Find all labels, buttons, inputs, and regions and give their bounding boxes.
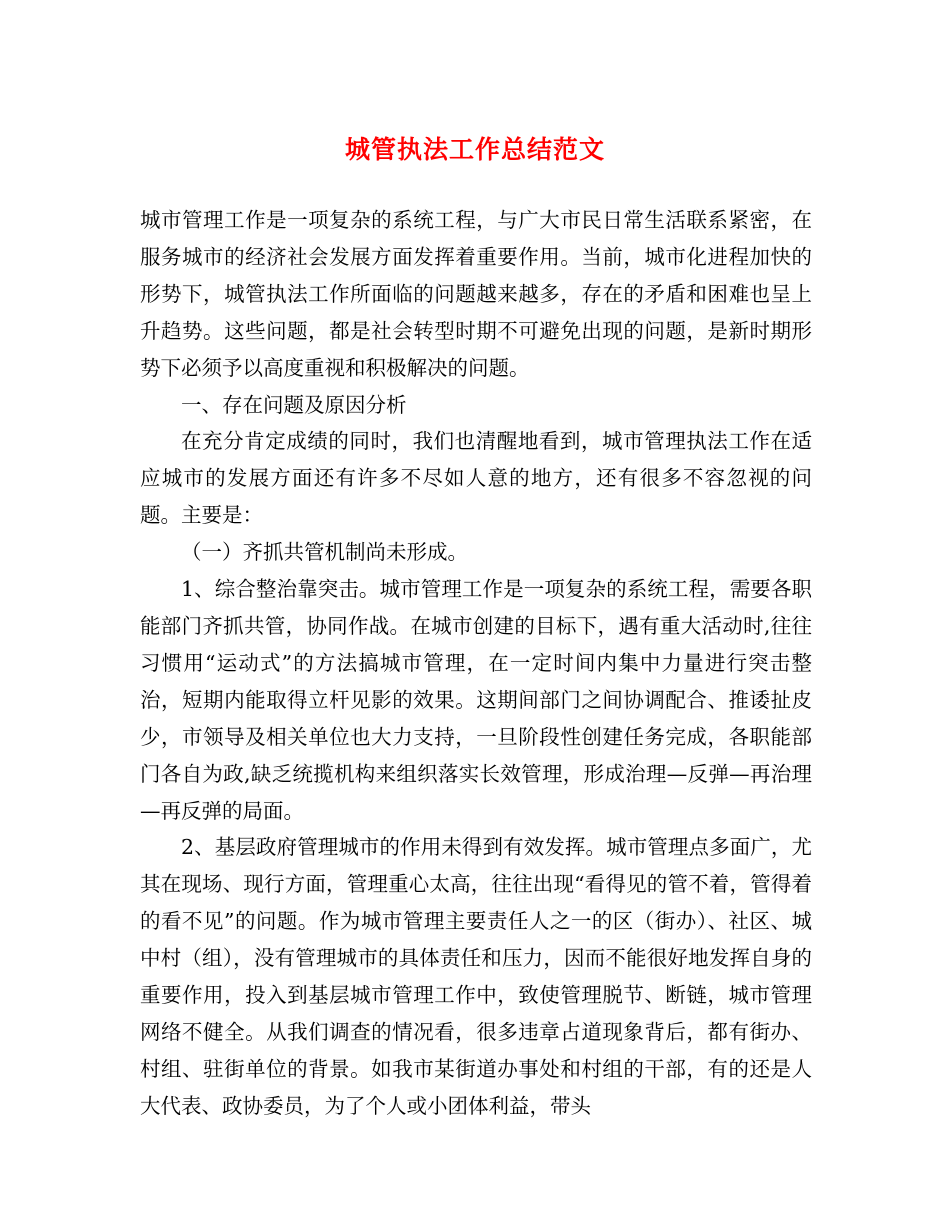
paragraph-point-1: 1、综合整治靠突击。城市管理工作是一项复杂的系统工程，需要各职能部门齐抓共管，协同作战。在城市创建的目标下，遇有重大活动时,往往习惯用“运动式”的方法搞城市管理，在一定时间内集中力量进行突击整治，短期内能取得立杆见影的效果。这期间部门之间协调配合、推诿扯皮少，市领导及相关单位也大力支持，一旦阶段性创建任务完成，各职能部门各自为政,缺乏统揽机构来组织落实长效管理，形成治理—反弹—再治理—再反弹的局面。 <box>140 577 812 823</box>
subsection-heading-mechanism: （一）齐抓共管机制尚未形成。 <box>181 540 468 565</box>
paragraph-point-2: 2、基层政府管理城市的作用未得到有效发挥。城市管理点多面广，尤其在现场、现行方面，管理重心太高，往往出现“看得见的管不着，管得着的看不见”的问题。作为城市管理主要责任人之一的区（街办）、社区、城中村（组），没有管理城市的具体责任和压力，因而不能很好地发挥自身的重要作用，投入到基层城市管理工作中，致使管理脱节、断链，城市管理网络不健全。从我们调查的情况看，很多违章占道现象背后，都有街办、村组、驻街单位的背景。如我市某街道办事处和村组的干部，有的还是人大代表、政协委员，为了个人或小团体利益，带头 <box>140 835 812 1118</box>
document-body <box>140 202 812 1125</box>
document-title: 城管执法工作总结范文 <box>344 135 605 164</box>
section-heading-problems: 一、存在问题及原因分析 <box>181 392 407 417</box>
paragraph-analysis: 在充分肯定成绩的同时，我们也清醒地看到，城市管理执法工作在适应城市的发展方面还有许多不尽如人意的地方，还有很多不容忽视的问题。主要是： <box>140 429 812 528</box>
paragraph-intro: 城市管理工作是一项复杂的系统工程，与广大市民日常生活联系紧密，在服务城市的经济社会发展方面发挥着重要作用。当前，城市化进程加快的形势下，城管执法工作所面临的问题越来越多，存在的矛盾和困难也呈上升趋势。这些问题，都是社会转型时期不可避免出现的问题，是新时期形势下必须予以高度重视和积极解决的问题。 <box>140 208 812 380</box>
